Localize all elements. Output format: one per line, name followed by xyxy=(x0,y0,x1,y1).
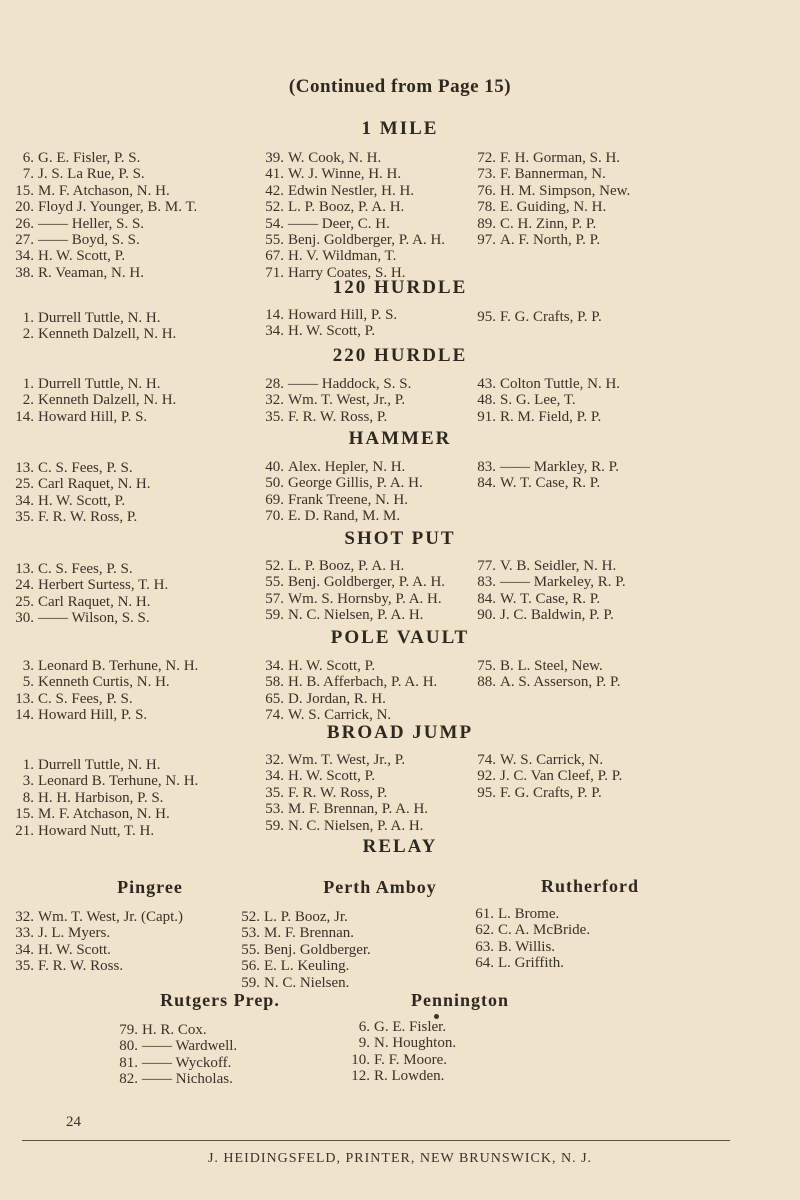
team-name-rutherford: Rutherford xyxy=(541,876,639,896)
entry-row: 38. R. Veaman, N. H. xyxy=(15,264,144,281)
team-rutherford-members xyxy=(470,906,590,972)
entry-row: 52. L. P. Booz, P. A. H. xyxy=(265,558,405,574)
entry-row: 74. W. S. Carrick, N. xyxy=(477,752,604,768)
event-title-relay: RELAY xyxy=(362,836,438,857)
entry-row: 97. A. F. North, P. P. xyxy=(477,232,601,249)
event-shot-put-col-2 xyxy=(260,558,445,624)
entry-row: 83. —— Markley, R. P. xyxy=(477,459,620,475)
team-pingree-members xyxy=(10,909,183,975)
entry-row: 78. E. Guiding, N. H. xyxy=(477,199,607,216)
entry-row: 48. S. G. Lee, T. xyxy=(477,392,576,409)
entry-row: 34. H. W. Scott, P. xyxy=(265,323,376,340)
printer-credit: J. HEIDINGSFELD, PRINTER, NEW BRUNSWICK, N. J. xyxy=(207,1151,593,1166)
list-item: 63. B. Willis. xyxy=(475,938,556,955)
entry-row: 13. C. S. Fees, P. S. xyxy=(15,561,133,577)
entry-row: 32. Wm. T. West, Jr., P. xyxy=(265,392,406,409)
event-120-hurdle-col-1 xyxy=(10,310,176,343)
team-perth-amboy-members xyxy=(236,909,371,991)
team-name-rutgers-prep: Rutgers Prep. xyxy=(160,990,280,1010)
entry-row: 67. H. V. Wildman, T. xyxy=(265,248,397,265)
entry-row: 59. N. C. Nielsen, P. A. H. xyxy=(265,607,424,624)
entry-row: 5. Kenneth Curtis, N. H. xyxy=(22,674,170,691)
team-rutgers-prep-members xyxy=(114,1022,237,1088)
event-broad-jump-col-2 xyxy=(260,752,428,834)
entry-row: 95. F. G. Crafts, P. P. xyxy=(477,784,602,801)
team-name-pingree: Pingree xyxy=(117,877,183,897)
event-shot-put-col-3 xyxy=(472,558,626,624)
entry-row: 13. C. S. Fees, P. S. xyxy=(15,690,133,707)
entry-row: 34. H. W. Scott, P. xyxy=(15,492,126,509)
entry-row: 83. —— Markeley, R. P. xyxy=(477,574,626,591)
event-hammer-col-3 xyxy=(472,459,619,492)
list-item: 33. J. L. Myers. xyxy=(15,925,111,942)
event-title-hammer: HAMMER xyxy=(348,428,452,449)
page-number: 24 xyxy=(66,1114,81,1130)
event-title-broad-jump: BROAD JUMP xyxy=(326,722,474,743)
event-1-mile-col-2 xyxy=(260,150,445,281)
list-item: 32. Wm. T. West, Jr. (Capt.) xyxy=(15,909,184,925)
list-item: 62. C. A. McBride. xyxy=(475,922,591,939)
entry-row: 25. Carl Raquet, N. H. xyxy=(15,476,151,493)
event-220-hurdle-col-2 xyxy=(260,376,411,425)
entry-row: 65. D. Jordan, R. H. xyxy=(265,690,386,707)
entry-row: 15. M. F. Atchason, N. H. xyxy=(15,182,170,199)
entry-row: 57. Wm. S. Hornsby, P. A. H. xyxy=(265,590,442,607)
event-shot-put-col-1 xyxy=(10,561,168,627)
entry-row: 2. Kenneth Dalzell, N. H. xyxy=(22,326,177,343)
entry-row: 39. W. Cook, N. H. xyxy=(265,150,382,166)
entry-row: 54. —— Deer, C. H. xyxy=(265,215,390,232)
event-pole-vault-col-2 xyxy=(260,658,437,724)
event-hammer-col-1 xyxy=(10,460,150,526)
entry-row: 91. R. M. Field, P. P. xyxy=(477,408,602,425)
event-broad-jump-col-3 xyxy=(472,752,622,801)
entry-row: 92. J. C. Van Cleef, P. P. xyxy=(477,768,623,785)
entry-row: 40. Alex. Hepler, N. H. xyxy=(265,459,406,475)
entry-row: 70. E. D. Rand, M. M. xyxy=(265,508,401,525)
entry-row: 28. —— Haddock, S. S. xyxy=(265,376,412,392)
list-item: 53. M. F. Brennan. xyxy=(241,925,355,942)
entry-row: 50. George Gillis, P. A. H. xyxy=(265,475,423,492)
list-item: 55. Benj. Goldberger. xyxy=(241,941,371,958)
entry-row: 74. W. S. Carrick, N. xyxy=(265,707,392,724)
event-1-mile-col-3 xyxy=(472,150,630,248)
event-120-hurdle-col-3 xyxy=(472,309,602,325)
entry-row: 76. H. M. Simpson, New. xyxy=(477,182,631,199)
event-1-mile-col-1 xyxy=(10,150,197,281)
entry-row: 88. A. S. Asserson, P. P. xyxy=(477,674,621,691)
entry-row: 6. G. E. Fisler, P. S. xyxy=(22,150,141,166)
entry-row: 71. Harry Coates, S. H. xyxy=(265,264,406,281)
entry-row: 35. F. R. W. Ross, P. xyxy=(265,784,388,801)
entry-row: 14. Howard Hill, P. S. xyxy=(15,408,148,425)
entry-row: 34. H. W. Scott, P. xyxy=(265,658,376,674)
event-pole-vault-col-3 xyxy=(472,658,620,691)
list-item: 9. N. Houghton. xyxy=(358,1035,457,1052)
list-item: 80. —— Wardwell. xyxy=(119,1038,238,1055)
entry-row: 2. Kenneth Dalzell, N. H. xyxy=(22,392,177,409)
event-title-pole-vault: POLE VAULT xyxy=(330,627,470,648)
list-item: 56. E. L. Keuling. xyxy=(241,958,350,975)
entry-row: 84. W. T. Case, R. P. xyxy=(477,590,601,607)
entry-row: 42. Edwin Nestler, H. H. xyxy=(265,182,415,199)
team-name-perth-amboy: Perth Amboy xyxy=(323,877,437,897)
entry-row: 15. M. F. Atchason, N. H. xyxy=(15,806,170,823)
entry-row: 34. H. W. Scott, P. xyxy=(265,768,376,785)
entry-row: 1. Durrell Tuttle, N. H. xyxy=(22,757,161,773)
entry-row: 75. B. L. Steel, New. xyxy=(477,658,603,674)
list-item: 61. L. Brome. xyxy=(475,906,560,922)
event-broad-jump-col-1 xyxy=(10,757,198,839)
event-pole-vault-col-1 xyxy=(10,658,198,724)
entry-row: 90. J. C. Baldwin, P. P. xyxy=(477,607,614,624)
entry-row: 35. F. R. W. Ross, P. xyxy=(265,408,388,425)
entry-row: 95. F. G. Crafts, P. P. xyxy=(477,309,602,325)
list-item: 35. F. R. W. Ross. xyxy=(15,958,124,975)
entry-row: 53. M. F. Brennan, P. A. H. xyxy=(265,801,429,818)
entry-row: 43. Colton Tuttle, N. H. xyxy=(477,376,621,392)
entry-row: 77. V. B. Seidler, N. H. xyxy=(477,558,617,574)
entry-row: 3. Leonard B. Terhune, N. H. xyxy=(22,658,199,674)
entry-row: 84. W. T. Case, R. P. xyxy=(477,475,601,492)
entry-row: 8. H. H. Harbison, P. S. xyxy=(22,789,164,806)
entry-row: 73. F. Bannerman, N. xyxy=(477,166,606,183)
event-title-shot-put: SHOT PUT xyxy=(344,528,456,549)
entry-row: 59. N. C. Nielsen, P. A. H. xyxy=(265,817,424,834)
list-item: 59. N. C. Nielsen. xyxy=(241,974,350,991)
entry-row: 24. Herbert Surtess, T. H. xyxy=(15,577,169,594)
footer-divider xyxy=(22,1140,730,1141)
list-item: 12. R. Lowden. xyxy=(351,1068,445,1085)
entry-row: 52. L. P. Booz, P. A. H. xyxy=(265,199,405,216)
entry-row: 32. Wm. T. West, Jr., P. xyxy=(265,752,406,768)
entry-row: 30. —— Wilson, S. S. xyxy=(15,610,150,627)
entry-row: 13. C. S. Fees, P. S. xyxy=(15,460,133,476)
event-220-hurdle-col-1 xyxy=(10,376,176,425)
entry-row: 7. J. S. La Rue, P. S. xyxy=(22,166,145,183)
entry-row: 89. C. H. Zinn, P. P. xyxy=(477,215,597,232)
team-pennington-members xyxy=(346,1019,456,1085)
entry-row: 55. Benj. Goldberger, P. A. H. xyxy=(265,574,446,591)
entry-row: 58. H. B. Afferbach, P. A. H. xyxy=(265,674,438,691)
entry-row: 26. —— Heller, S. S. xyxy=(15,215,145,232)
entry-row: 69. Frank Treene, N. H. xyxy=(265,491,408,508)
event-hammer-col-2 xyxy=(260,459,423,525)
entry-row: 1. Durrell Tuttle, N. H. xyxy=(22,310,161,326)
entry-row: 34. H. W. Scott, P. xyxy=(15,248,126,265)
entry-row: 1. Durrell Tuttle, N. H. xyxy=(22,376,161,392)
entry-row: 55. Benj. Goldberger, P. A. H. xyxy=(265,232,446,249)
list-item: 82. —— Nicholas. xyxy=(119,1071,233,1088)
continued-heading: (Continued from Page 15) xyxy=(288,76,512,97)
list-item: 52. L. P. Booz, Jr. xyxy=(241,909,348,925)
entry-row: 25. Carl Raquet, N. H. xyxy=(15,593,151,610)
list-item: 10. F. F. Moore. xyxy=(351,1051,448,1068)
team-name-pennington: Pennington xyxy=(410,990,510,1010)
event-title-120-hurdle: 120 HURDLE xyxy=(332,277,468,298)
entry-row: 27. —— Boyd, S. S. xyxy=(15,232,140,249)
list-item: 34. H. W. Scott. xyxy=(15,941,111,958)
entry-row: 41. W. J. Winne, H. H. xyxy=(265,166,402,183)
event-220-hurdle-col-3 xyxy=(472,376,620,425)
list-item: 79. H. R. Cox. xyxy=(119,1022,207,1038)
entry-row: 72. F. H. Gorman, S. H. xyxy=(477,150,621,166)
event-title-1-mile: 1 MILE xyxy=(361,118,439,139)
entry-row: 35. F. R. W. Ross, P. xyxy=(15,509,138,526)
list-item: 81. —— Wyckoff. xyxy=(119,1054,232,1071)
entry-row: 20. Floyd J. Younger, B. M. T. xyxy=(15,199,198,216)
event-title-220-hurdle: 220 HURDLE xyxy=(332,345,468,366)
entry-row: 14. Howard Hill, P. S. xyxy=(265,307,398,323)
event-120-hurdle-col-2 xyxy=(260,307,397,340)
list-item: 64. L. Griffith. xyxy=(475,955,564,972)
entry-row: 14. Howard Hill, P. S. xyxy=(15,707,148,724)
list-item: 6. G. E. Fisler. xyxy=(358,1019,447,1035)
entry-row: 21. Howard Nutt, T. H. xyxy=(15,822,155,839)
entry-row: 3. Leonard B. Terhune, N. H. xyxy=(22,773,199,790)
